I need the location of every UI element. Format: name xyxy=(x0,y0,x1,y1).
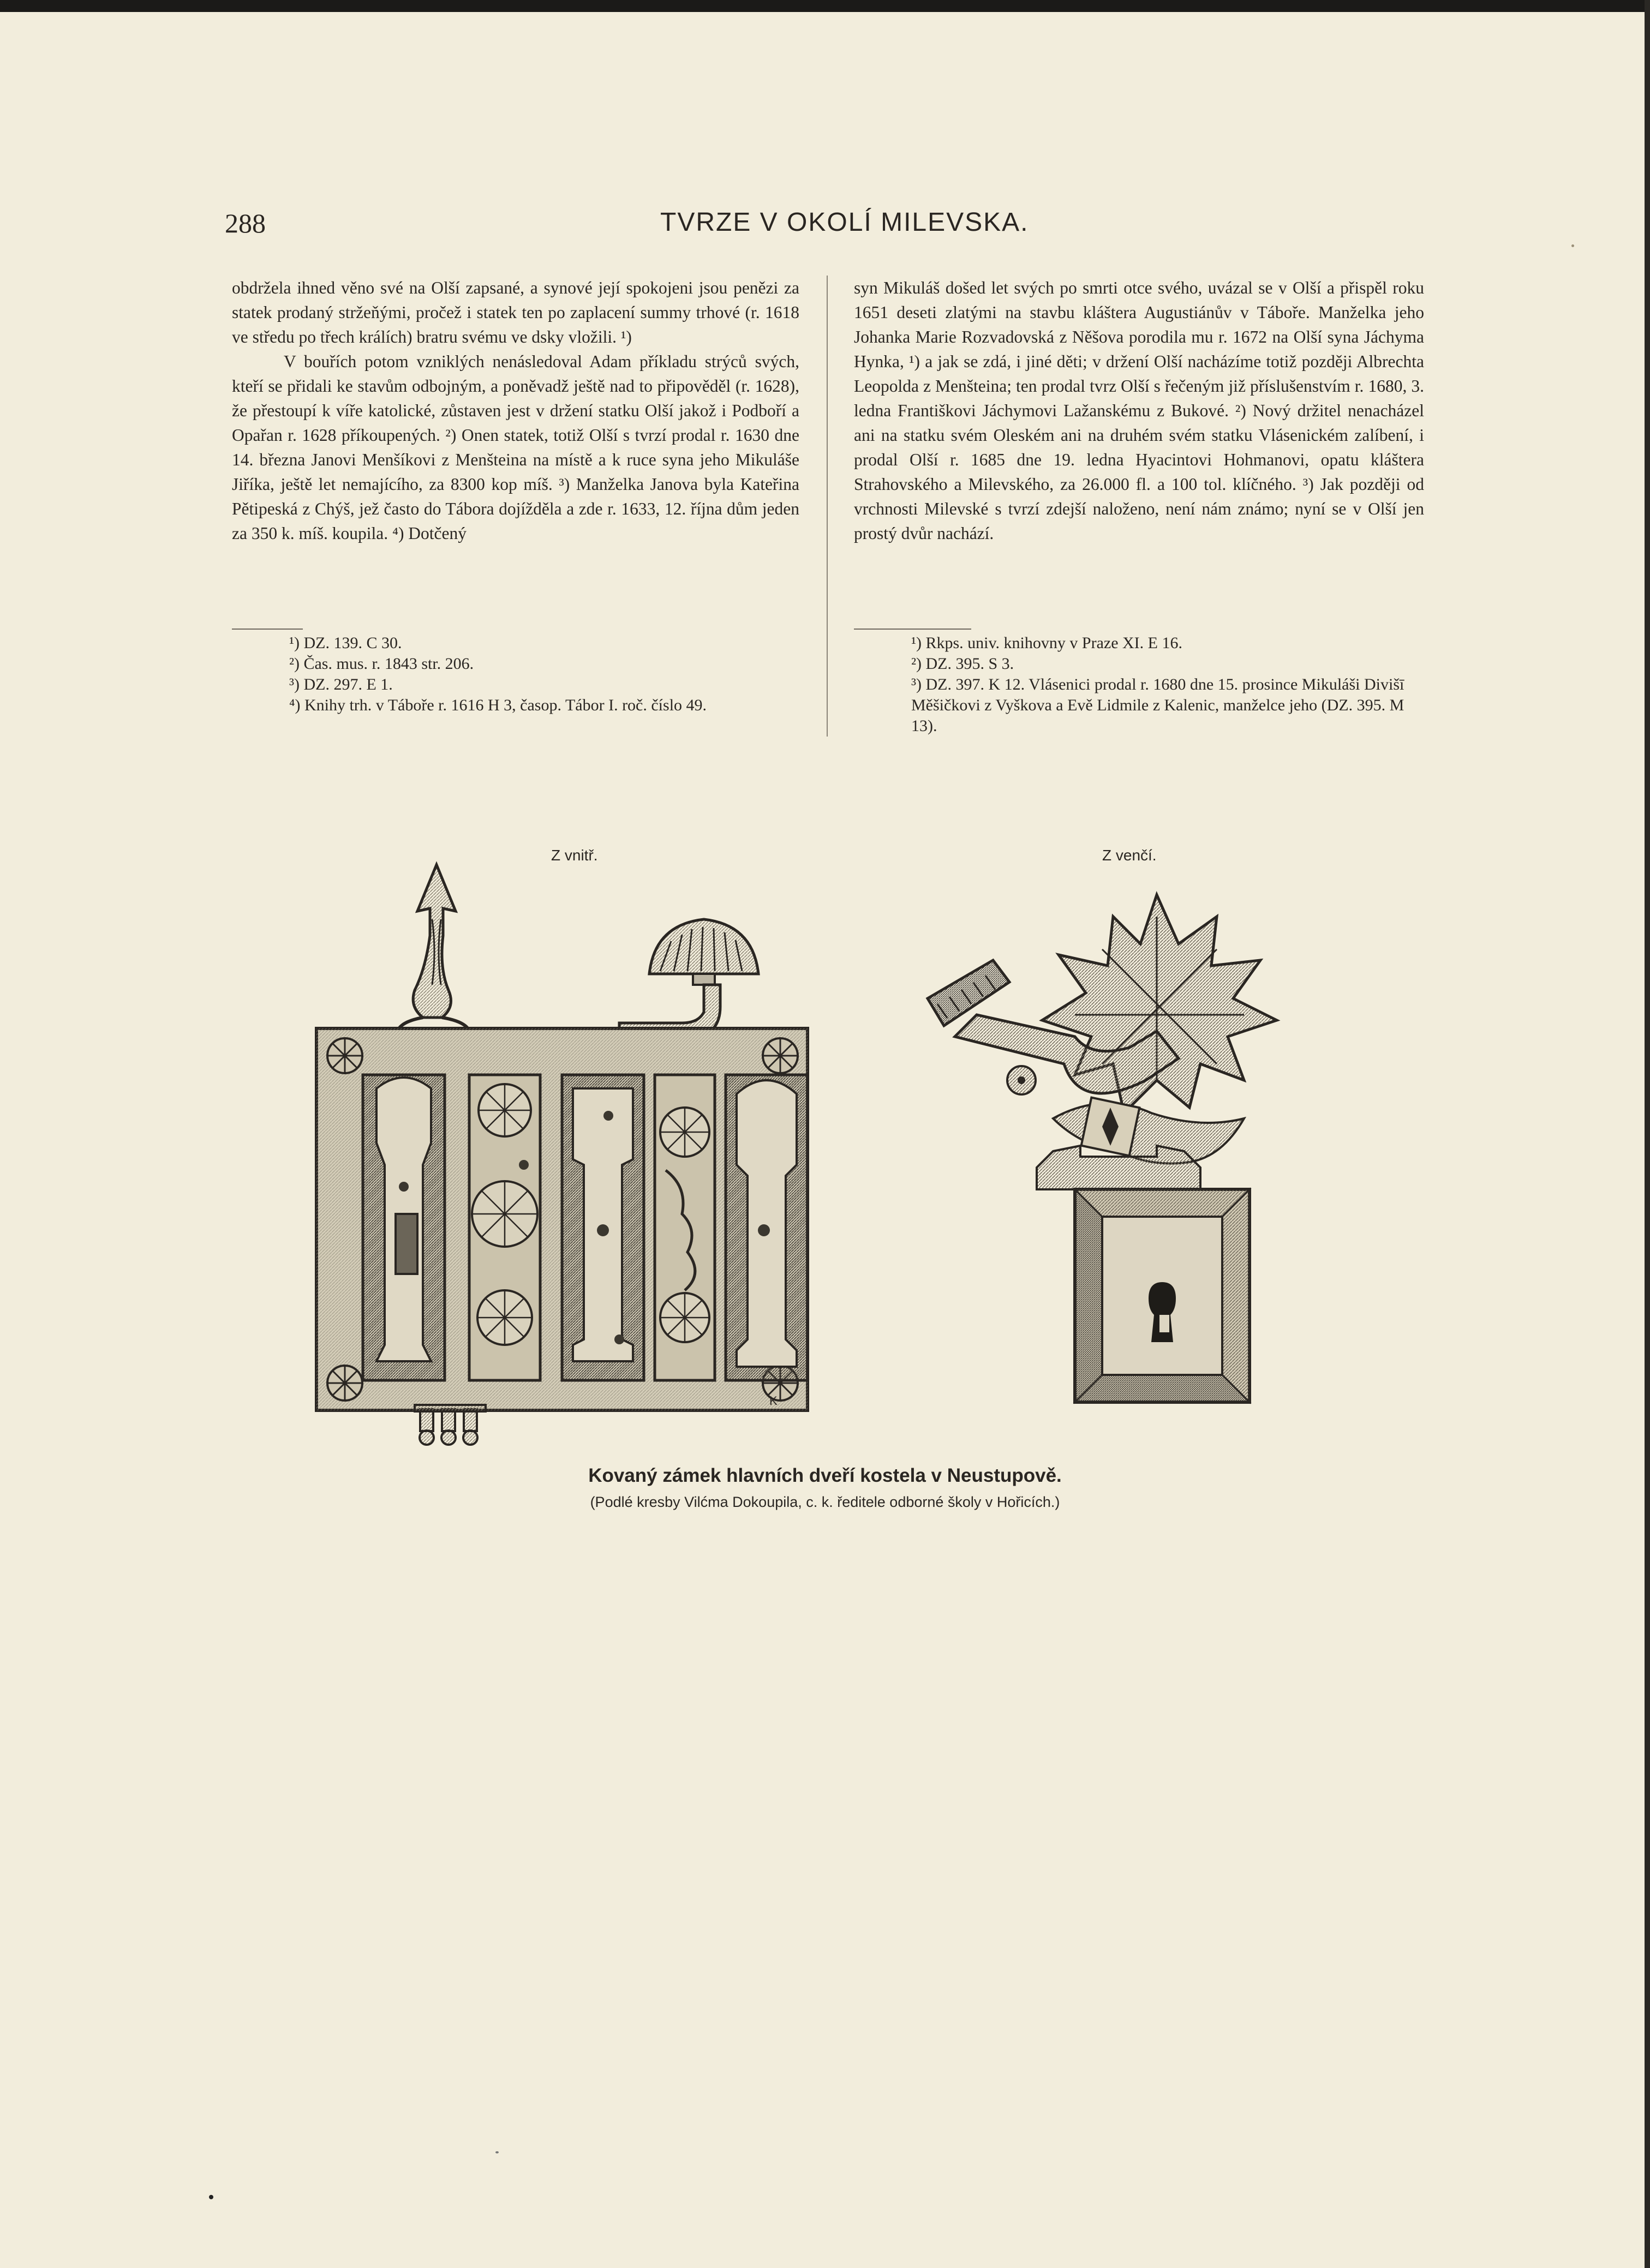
footnote: ³) DZ. 397. K 12. Vlásenici prodal r. 1680 dne 15. prosince Mikuláši Divišī Měšičkovi z Vyškova a Evě Lidmile z Kalenic, manželce jeho (DZ. 395. M 13). xyxy=(911,675,1404,735)
running-title: TVRZE V OKOLÍ MILEVSKA. xyxy=(660,208,1029,237)
lock-outside-illustration xyxy=(895,884,1326,1408)
paragraph: syn Mikuláš došed let svých po smrti otce svého, uvázal se v Olší a přispěl roku 1651 deseti zlatými na stavbu kláštera Augustiánův v Táboře. Manželka jeho Johanka Marie Rozvadovská z Něšova porodila mu r. 1672 na Olší syna Jáchyma Hynka, ¹) a jak se zdá, i jiné děti; v držení Olší nacházíme totiž později Albrechta Leopolda z Menšteina; ten prodal tvrz Olší s řečeným již příslušenstvím r. 1680, 3. ledna Františkovi Jáchymovi Lažanskému z Bukové. ²) Nový držitel nenacházel ani na statku svém Oleském ani na druhém svém statku Vlásenickém zalíbení, i prodal Olší r. 1685 dne 19. ledna Hyacintovi Hohmanovi, opatu kláštera Strahovského a Milevského, za 26.000 fl. a 100 tol. klíčného. ³) Jak později od vrchnosti Milevské s tvrzí zdejší naloženo, není nám známo; nyní se v Olší jen prostý dvůr nachází. xyxy=(854,278,1424,543)
footnote: ³) DZ. 297. E 1. xyxy=(289,675,393,693)
paragraph: V bouřích potom vzniklých nenásledoval Adam příkladu strýců svých, kteří se přidali ke stavům odbojným, a poněvadž ještě nad to připověděl (r. 1628), že přestoupí k víře katolické, zůstaven jest v držení statku Olší jakož i Podboří a Opařan r. 1628 příkoupených. ²) Onen statek, totiž Olší s tvrzí prodal r. 1630 dne 14. března Janovi Menšíkovi z Menšteina na místě a k ruce syna jeho Mikuláše Jiříka, ještě let nemajícího, za 8300 kop míš. ³) Manželka Janova byla Kateřina Pětipeská z Chýš, jež často do Tábora dojížděla a zde r. 1633, 12. října dům jeden za 350 k. míš. koupila. ⁴) Dotčený xyxy=(232,352,799,543)
right-footnotes xyxy=(854,633,1424,737)
lock-inside-illustration xyxy=(306,859,840,1470)
scan-top-border xyxy=(0,0,1650,12)
footnote: ²) Čas. mus. r. 1843 str. 206. xyxy=(289,655,474,673)
scan-speck xyxy=(209,2195,213,2199)
footnote: ¹) DZ. 139. C 30. xyxy=(289,634,402,652)
page-number: 288 xyxy=(225,208,266,238)
footnote: ⁴) Knihy trh. v Táboře r. 1616 H 3, časop. Tábor I. roč. číslo 49. xyxy=(289,696,707,714)
footnote-rule xyxy=(232,629,303,630)
figure-label-inside: Z vnitř. xyxy=(551,847,598,864)
figure-caption-source: (Podlé kresby Vilćma Dokoupila, c. k. ředitele odborné školy v Hořicích.) xyxy=(590,1494,1060,1510)
column-divider xyxy=(827,276,828,737)
scan-speck xyxy=(1571,244,1574,247)
footnote: ²) DZ. 395. S 3. xyxy=(911,655,1014,673)
footnote-rule xyxy=(854,629,971,630)
right-text-column xyxy=(854,276,1424,546)
engraver-signature: K xyxy=(769,1394,778,1408)
scan-right-edge xyxy=(1645,0,1650,2268)
left-footnotes xyxy=(232,633,799,716)
paragraph: obdržela ihned věno své na Olší zapsané, a synové její spokojeni jsou penězi za statek prodaný stržeňými, pročež i statek ten po zaplacení summy trhové (r. 1618 ve středu po třech králích) bratru svému ve dsky vložili. ¹) xyxy=(232,278,799,346)
footnote: ¹) Rkps. univ. knihovny v Praze XI. E 16. xyxy=(911,634,1182,652)
figure-caption-title: Kovaný zámek hlavních dveří kostela v Neustupově. xyxy=(588,1465,1062,1486)
left-text-column xyxy=(232,276,799,546)
scan-speck xyxy=(495,2151,499,2153)
figure-label-outside: Z venčí. xyxy=(1102,847,1157,864)
